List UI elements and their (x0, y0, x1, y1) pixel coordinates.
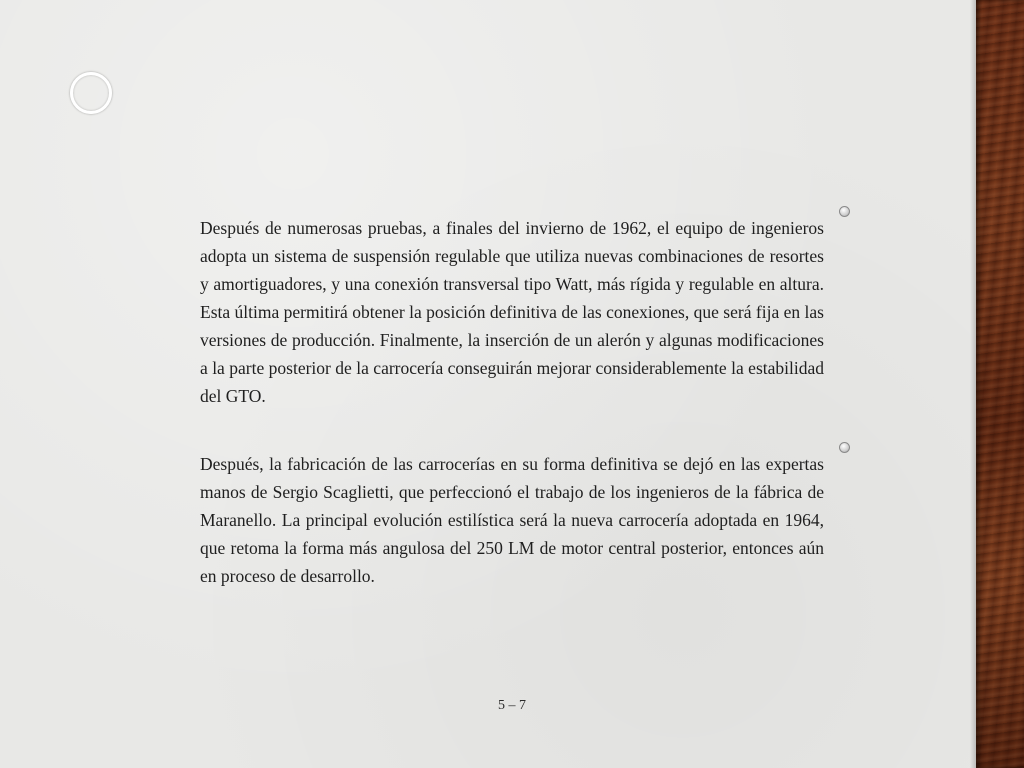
wood-edge-background (976, 0, 1024, 768)
page-number: 5 – 7 (498, 698, 526, 713)
paragraph-2-bullet-icon[interactable] (839, 442, 850, 453)
paragraph-1: Después de numerosas pruebas, a finales del invierno de 1962, el equipo de ingenieros adopta un sistema de suspensión regulable que utiliza nuevas combinaciones de resortes y amortiguadores, y una conexión transversal tipo Watt, más rígida y regulable en altura. Esta última permitirá obtener la posición definitiva de las conexiones, que será fija en las versiones de producción. Finalmente, la inserción de un alerón y algunas modificaciones a la parte posterior de la carrocería conseguirán mejorar considerablemente la estabilidad del GTO. (200, 217, 824, 406)
paragraph-2: Después, la fabricación de las carrocerías en su forma definitiva se dejó en las expertas manos de Sergio Scaglietti, que perfeccionó el trabajo de los ingenieros de la fábrica de Maranello. La principal evolución estilística será la nueva carrocería adoptada en 1964, que retoma la forma más angulosa del 250 LM de motor central posterior, entonces aún en proceso de desarrollo. (200, 453, 824, 586)
paragraph-1-bullet-icon[interactable] (839, 206, 850, 217)
home-circle-icon[interactable] (70, 72, 112, 114)
